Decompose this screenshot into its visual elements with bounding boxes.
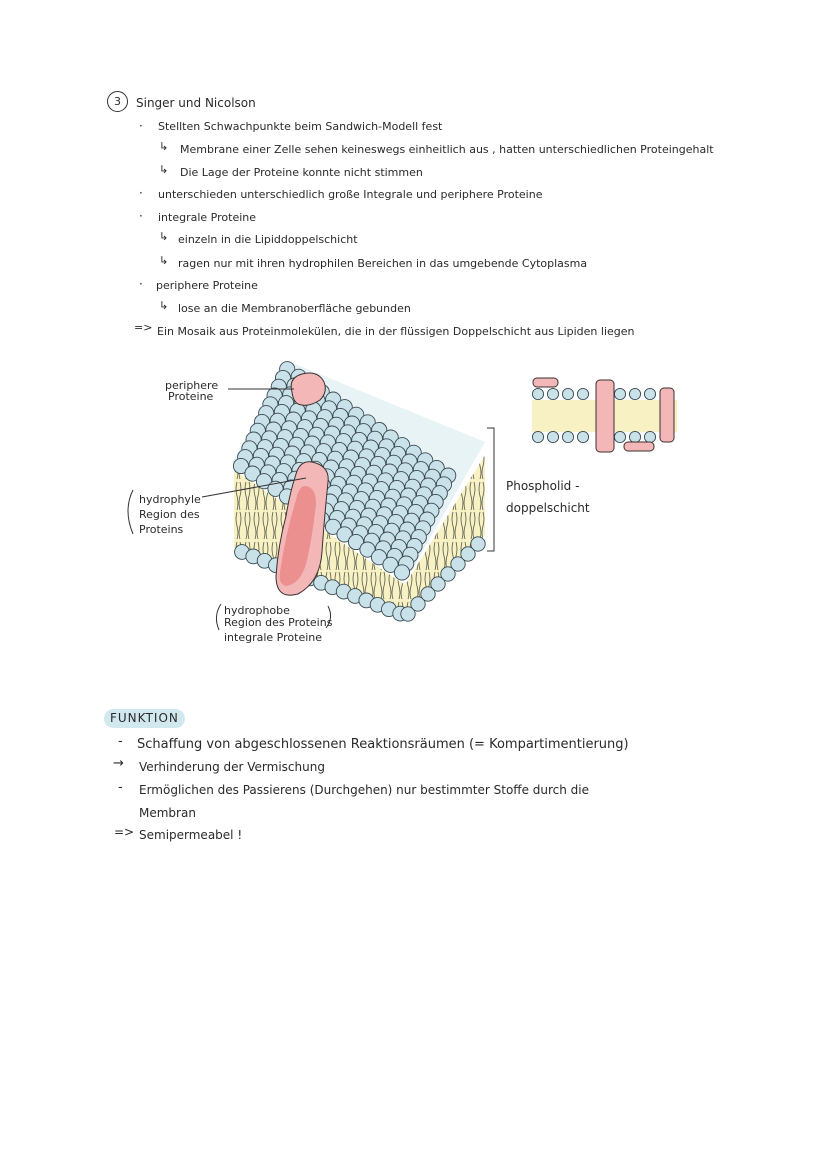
list-item: Verhinderung der Vermischung bbox=[139, 760, 325, 774]
label-hydrophobe: hydrophobe bbox=[224, 604, 290, 617]
label-periphere: periphere bbox=[165, 379, 219, 392]
label-region-des-proteins: Region des Proteins bbox=[224, 616, 333, 629]
list-item: integrale Proteine bbox=[158, 211, 257, 224]
conclusion-text: Ein Mosaik aus Proteinmolekülen, die in der flüssigen Doppelschicht aus Lipiden liegen bbox=[157, 325, 635, 338]
peripheral-protein bbox=[624, 442, 654, 451]
bracket bbox=[216, 604, 221, 630]
phospholipid-head bbox=[547, 431, 558, 442]
list-bullet: · bbox=[139, 119, 143, 133]
implies-arrow: => bbox=[134, 321, 153, 334]
sub-arrow-icon: ↳ bbox=[159, 254, 169, 267]
label-integrale-proteine: integrale Proteine bbox=[224, 631, 323, 644]
label-region-des: Region des bbox=[139, 508, 200, 521]
list-item: Die Lage der Proteine konnte nicht stimmen bbox=[180, 166, 423, 179]
list-item: Stellten Schwachpunkte beim Sandwich-Modell fest bbox=[158, 120, 443, 133]
phospholipid-head bbox=[547, 388, 558, 399]
phospholipid-head bbox=[629, 388, 640, 399]
label-doppelschicht: doppelschicht bbox=[506, 501, 590, 515]
integral-protein bbox=[596, 380, 614, 452]
phospholipid-head bbox=[614, 388, 625, 399]
bilayer-schematic bbox=[532, 378, 677, 452]
phospholipid-head bbox=[577, 388, 588, 399]
phospholipid-head bbox=[562, 388, 573, 399]
bracket bbox=[487, 428, 494, 551]
phospholipid-head bbox=[562, 431, 573, 442]
label-phospholid: Phospholid - bbox=[506, 479, 580, 493]
list-bullet: - bbox=[118, 780, 123, 795]
list-item: Membrane einer Zelle sehen keineswegs einheitlich aus , hatten unterschiedlichen Proteingehalt bbox=[180, 143, 714, 156]
list-item-continued: Membran bbox=[139, 806, 196, 820]
integral-protein bbox=[660, 388, 674, 442]
sub-arrow-icon: ↳ bbox=[159, 140, 169, 153]
phospholipid-head bbox=[629, 431, 640, 442]
list-bullet: - bbox=[118, 734, 123, 749]
phospholipid-head bbox=[644, 431, 655, 442]
label-hydrophyle: hydrophyle bbox=[139, 493, 201, 506]
list-item: ragen nur mit ihren hydrophilen Bereichen in das umgebende Cytoplasma bbox=[178, 257, 588, 270]
implies-arrow: => bbox=[114, 825, 135, 839]
funktion-heading: FUNKTION bbox=[104, 709, 185, 728]
list-bullet: · bbox=[139, 209, 143, 223]
sub-arrow-icon: ↳ bbox=[159, 299, 169, 312]
list-item: Ermöglichen des Passierens (Durchgehen) nur bestimmter Stoffe durch die bbox=[139, 783, 590, 797]
phospholipid-head bbox=[471, 537, 485, 551]
section-number-badge: 3 bbox=[107, 91, 128, 112]
list-bullet: · bbox=[139, 186, 143, 200]
sub-arrow-icon: ↳ bbox=[159, 230, 169, 243]
list-item: einzeln in die Lipiddoppelschicht bbox=[178, 233, 358, 246]
label-proteine: Proteine bbox=[168, 390, 214, 403]
peripheral-protein bbox=[533, 378, 558, 387]
section-title: Singer und Nicolson bbox=[136, 96, 256, 110]
list-item: unterschieden unterschiedlich große Integrale und periphere Proteine bbox=[158, 188, 543, 201]
phospholipid-head bbox=[394, 565, 409, 580]
bracket bbox=[128, 490, 133, 534]
list-item: periphere Proteine bbox=[156, 279, 258, 292]
conclusion-text: Semipermeabel ! bbox=[139, 828, 243, 842]
arrow-icon: → bbox=[113, 756, 124, 771]
list-item: Schaffung von abgeschlossenen Reaktionsräumen (= Kompartimentierung) bbox=[137, 737, 629, 752]
list-item: lose an die Membranoberfläche gebunden bbox=[178, 302, 411, 315]
phospholipid-head bbox=[532, 431, 543, 442]
phospholipid-head bbox=[644, 388, 655, 399]
phospholipid-head bbox=[532, 388, 543, 399]
phospholipid-head bbox=[577, 431, 588, 442]
list-bullet: · bbox=[139, 277, 143, 291]
label-proteins: Proteins bbox=[139, 523, 184, 536]
phospholipid-head bbox=[614, 431, 625, 442]
sub-arrow-icon: ↳ bbox=[159, 163, 169, 176]
